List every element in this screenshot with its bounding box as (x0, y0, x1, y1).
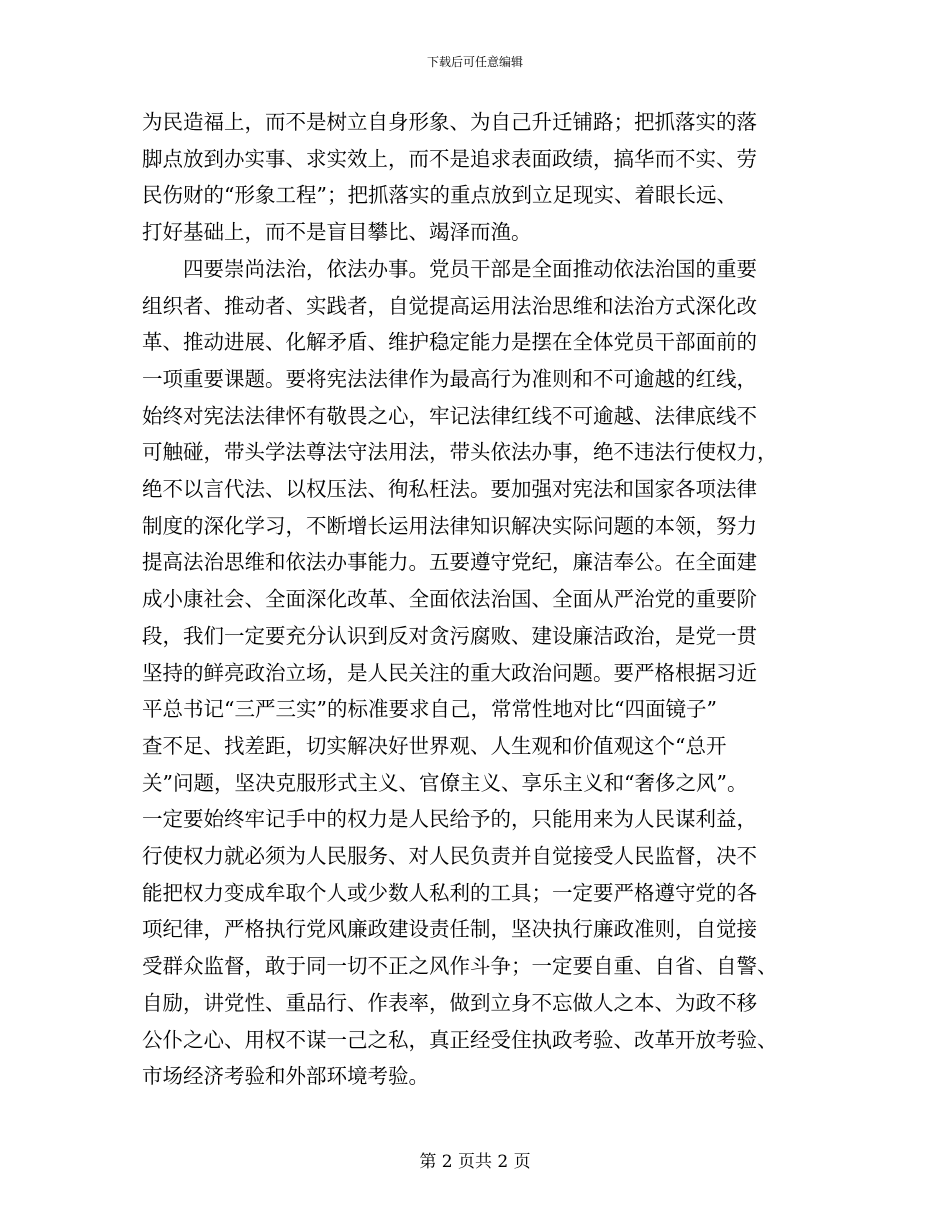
body-line: 平总书记“三严三实”的标准要求自己，常常性地对比“四面镜子” (142, 697, 717, 722)
document-body (142, 104, 822, 1095)
body-line: 制度的深化学习，不断增长运用法律知识解决实际问题的本领，努力 (142, 513, 757, 538)
body-line: 革、推动进展、化解矛盾、维护稳定能力是摆在全体党员干部面前的 (142, 330, 757, 355)
body-line: 一项重要课题。要将宪法法律作为最高行为准则和不可逾越的红线， (142, 366, 757, 391)
body-line: 民伤财的“形象工程”；把抓落实的重点放到立足现实、着眼长远、 (142, 183, 737, 208)
body-line: 组织者、推动者、实践者，自觉提高运用法治思维和法治方式深化改 (142, 293, 757, 318)
body-line: 项纪律，严格执行党风廉政建设责任制，坚决执行廉政准则，自觉接 (142, 917, 757, 942)
body-line: 成小康社会、全面深化改革、全面依法治国、全面从严治党的重要阶 (142, 587, 757, 612)
body-line: 打好基础上，而不是盲目攀比、竭泽而渔。 (142, 220, 532, 245)
body-line: 段，我们一定要充分认识到反对贪污腐败、建设廉洁政治，是党一贯 (142, 623, 757, 648)
body-line: 可触碰，带头学法尊法守法用法，带头依法办事，绝不违法行使权力， (142, 440, 778, 465)
body-line: 始终对宪法法律怀有敬畏之心，牢记法律红线不可逾越、法律底线不 (142, 403, 757, 428)
body-line: 受群众监督，敢于同一切不正之风作斗争；一定要自重、自省、自警、 (142, 954, 778, 979)
body-line: 坚持的鲜亮政治立场，是人民关注的重大政治问题。要严格根据习近 (142, 660, 757, 685)
body-line: 自励，讲党性、重品行、作表率，做到立身不忘做人之本、为政不移 (142, 990, 757, 1015)
body-line: 公仆之心、用权不谋一己之私，真正经受住执政考验、改革开放考验、 (142, 1027, 778, 1052)
page-footer: 第 2 页共 2 页 (419, 1152, 531, 1172)
body-line: 为民造福上，而不是树立自身形象、为自己升迁铺路；把抓落实的落 (142, 110, 757, 134)
body-line: 脚点放到办实事、求实效上，而不是追求表面政绩，搞华而不实、劳 (142, 146, 757, 171)
body-line: 关”问题，坚决克服形式主义、官僚主义、享乐主义和“奢侈之风”。 (142, 770, 748, 795)
body-line: 能把权力变成牟取个人或少数人私利的工具；一定要严格遵守党的各 (142, 880, 757, 905)
body-line: 行使权力就必须为人民服务、对人民负责并自觉接受人民监督，决不 (142, 844, 757, 869)
body-line: 查不足、找差距，切实解决好世界观、人生观和价值观这个“总开 (142, 733, 727, 758)
body-line: 绝不以言代法、以权压法、徇私枉法。要加强对宪法和国家各项法律 (142, 477, 757, 502)
page-header: 下载后可任意编辑 (426, 55, 523, 69)
body-line: 市场经济考验和外部环境考验。 (142, 1064, 429, 1089)
body-line: 一定要始终牢记手中的权力是人民给予的，只能用来为人民谋利益， (142, 807, 757, 832)
body-line: 提高法治思维和依法办事能力。五要遵守党纪，廉洁奉公。在全面建 (142, 550, 757, 575)
body-line: 四要崇尚法治，依法办事。党员干部是全面推动依法治国的重要 (142, 256, 757, 281)
